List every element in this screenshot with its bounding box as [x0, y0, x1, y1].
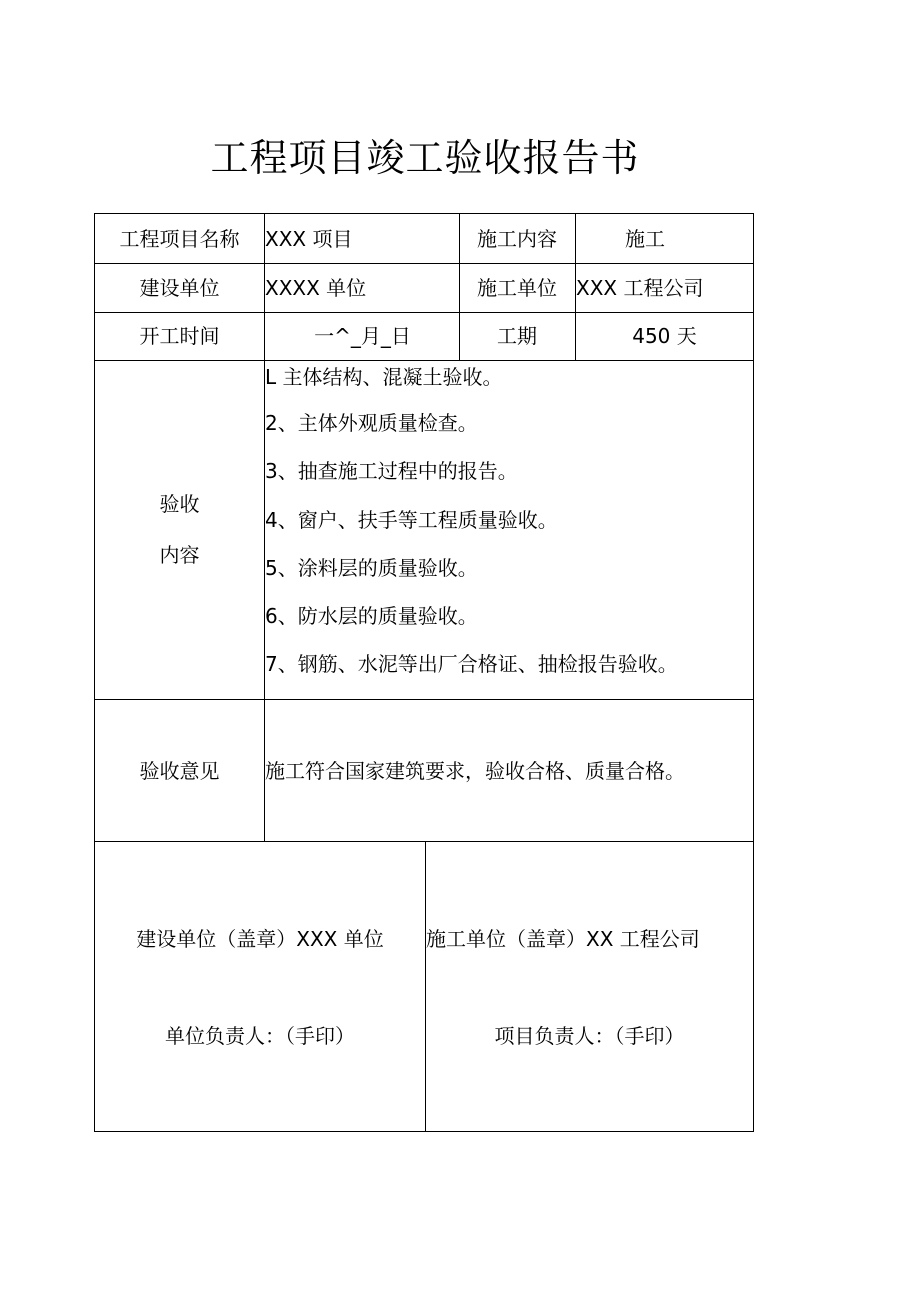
- acceptance-item-4: 4、窗户、扶手等工程质量验收。: [265, 508, 558, 532]
- row-divider-3: [95, 360, 753, 361]
- start-date-value: 一^_月_日: [314, 324, 411, 348]
- acceptance-opinion-text: 施工符合国家建筑要求，验收合格、质量合格。: [265, 759, 685, 783]
- start-date-label: 开工时间: [139, 324, 220, 348]
- duration-label: 工期: [497, 324, 537, 348]
- acceptance-item-1: L 主体结构、混凝土验收。: [265, 365, 503, 389]
- construction-content-value: 施工: [625, 227, 665, 251]
- acceptance-item-6: 6、防水层的质量验收。: [265, 604, 478, 628]
- builder-unit-label: 施工单位: [477, 276, 557, 300]
- row-divider-2: [95, 312, 753, 313]
- project-name-label: 工程项目名称: [119, 227, 240, 251]
- row-divider-5: [95, 841, 753, 842]
- acceptance-content-label-line2: 内容: [159, 543, 200, 567]
- construction-content-label: 施工内容: [477, 227, 557, 251]
- column-divider-signatures: [425, 841, 426, 1131]
- owner-seal-line: 建设单位（盖章）XXX 单位: [136, 927, 384, 951]
- document-title: 工程项目竣工验收报告书: [210, 136, 640, 180]
- builder-signature-line: 项目负责人：（手印）: [494, 1024, 685, 1048]
- builder-seal-line: 施工单位（盖章）XX 工程公司: [426, 927, 700, 951]
- row-divider-4: [95, 699, 753, 700]
- acceptance-content-label-line1: 验收: [159, 492, 200, 516]
- owner-signature-line: 单位负责人：（手印）: [165, 1024, 355, 1048]
- acceptance-item-7: 7、钢筋、水泥等出厂合格证、抽检报告验收。: [265, 652, 678, 676]
- owner-unit-value: XXXX 单位: [265, 276, 367, 300]
- acceptance-item-5: 5、涂料层的质量验收。: [265, 556, 478, 580]
- row-divider-1: [95, 263, 753, 264]
- project-name-value: XXX 项目: [265, 227, 353, 251]
- acceptance-item-3: 3、抽查施工过程中的报告。: [265, 459, 518, 483]
- acceptance-item-2: 2、主体外观质量检查。: [265, 411, 478, 435]
- owner-unit-label: 建设单位: [139, 276, 220, 300]
- builder-unit-value: XXX 工程公司: [576, 276, 704, 300]
- duration-value: 450 天: [632, 324, 697, 348]
- acceptance-opinion-label: 验收意见: [139, 759, 220, 783]
